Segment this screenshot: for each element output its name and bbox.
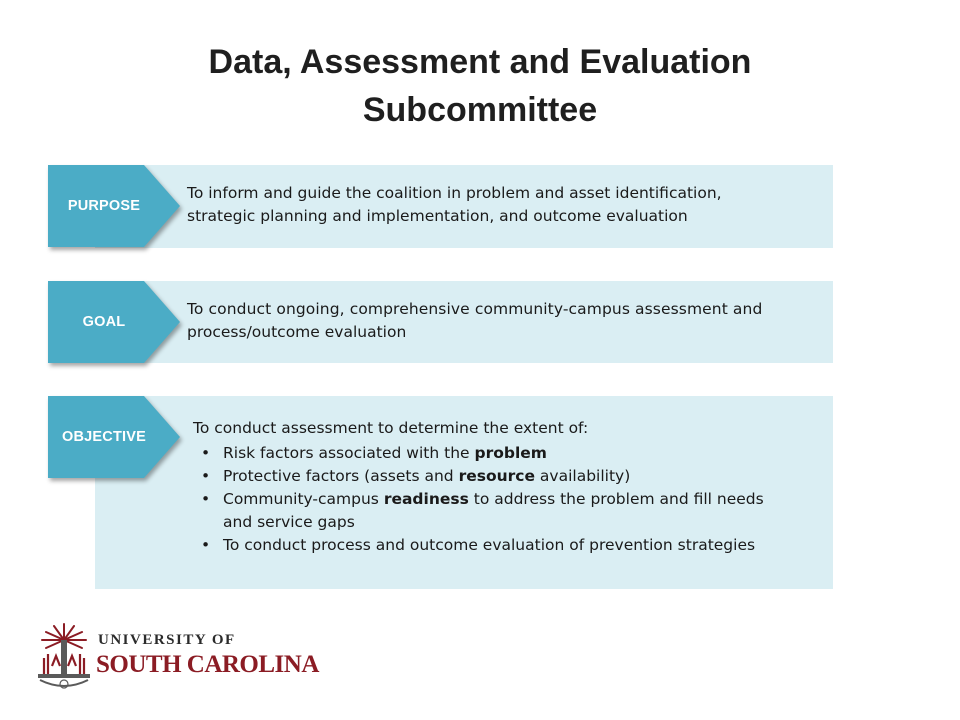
- goal-chevron: [48, 281, 180, 363]
- list-item: • Community-campus readiness to address the problem and fill needs and service gaps: [201, 490, 764, 531]
- list-item: • Risk factors associated with the problem: [191, 442, 823, 465]
- goal-line-1: To conduct ongoing, comprehensive community-campus assessment and: [187, 300, 763, 318]
- title-line-1: Data, Assessment and Evaluation: [208, 43, 752, 81]
- palmetto-tree-seal-icon: [34, 618, 94, 694]
- objective-chevron: [48, 396, 180, 478]
- bullet-icon: •: [201, 444, 211, 462]
- title-line-2: Subcommittee: [362, 91, 598, 129]
- objective-label: OBJECTIVE: [62, 429, 146, 445]
- purpose-label: PURPOSE: [67, 198, 141, 214]
- bullet-icon: •: [201, 467, 211, 485]
- goal-label: GOAL: [82, 314, 126, 330]
- objective-text: [193, 417, 823, 557]
- purpose-chevron: [48, 165, 180, 247]
- objective-intro: To conduct assessment to determine the extent of:: [193, 419, 589, 437]
- university-logo: [34, 618, 319, 694]
- goal-line-2: process/outcome evaluation: [187, 323, 407, 341]
- objective-bullet-list: [191, 442, 823, 557]
- goal-text: [187, 298, 827, 344]
- purpose-line-2: strategic planning and implementation, and outcome evaluation: [187, 207, 688, 225]
- bullet-icon: •: [201, 490, 211, 508]
- slide-title: [0, 38, 960, 134]
- bullet-icon: •: [201, 536, 211, 554]
- list-item: • Protective factors (assets and resource availability): [191, 465, 823, 488]
- logo-south-carolina: SOUTH CAROLINA: [96, 651, 319, 678]
- purpose-line-1: To inform and guide the coalition in problem and asset identification,: [187, 184, 722, 202]
- logo-university-of: UNIVERSITY OF: [98, 632, 236, 648]
- purpose-text: [187, 182, 827, 228]
- list-item: • To conduct process and outcome evaluation of prevention strategies: [191, 534, 823, 557]
